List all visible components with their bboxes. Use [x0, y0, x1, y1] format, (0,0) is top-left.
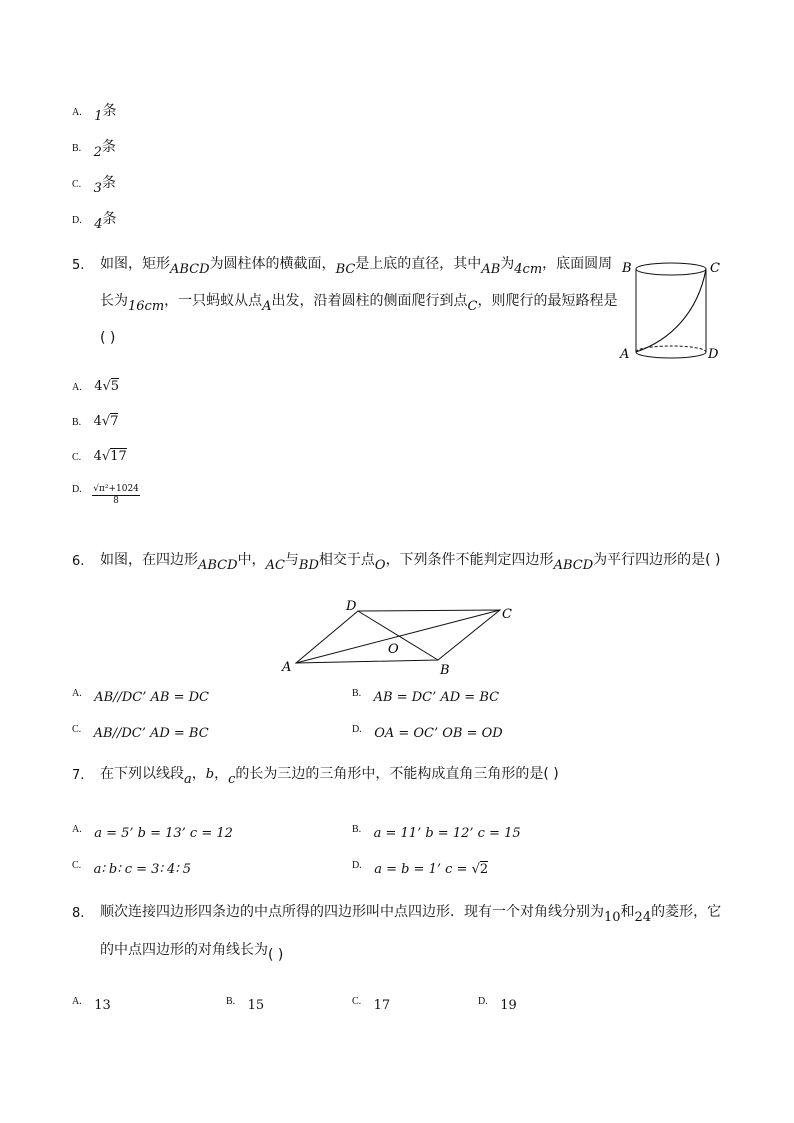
option-coefficient: 4 [94, 379, 103, 394]
math-var: b [205, 767, 215, 782]
stem-text: 如图，在四边形 [100, 552, 198, 568]
math-var: a [184, 772, 192, 787]
q6-option-b[interactable] [352, 684, 500, 705]
option-value: 17 [373, 998, 391, 1013]
option-value: 19 [500, 998, 517, 1013]
q5-option-d[interactable] [72, 484, 140, 507]
option-label: B. [352, 824, 362, 835]
option-label: B. [72, 143, 82, 154]
q5-option-a[interactable]: A. 4√5 [72, 379, 120, 394]
stem-text: ，底面圆周 [542, 256, 613, 272]
option-number: 4 [94, 217, 103, 232]
math-var: ABCD [553, 558, 594, 573]
stem-text: 顺次连接四边形四条边的中点所得的四边形叫中点四边形．现有一个对角线分别为 [100, 904, 604, 920]
question-stem-line-1 [100, 902, 721, 923]
label-d: D [346, 599, 357, 614]
option-text: a = b = 1’ c = [374, 862, 472, 877]
label-d: D [708, 347, 719, 362]
option-label: B. [72, 417, 82, 428]
stem-text: 相交于点 [318, 552, 375, 568]
option-label: A. [72, 688, 82, 699]
option-unit: 条 [102, 211, 117, 227]
stem-text: 长为 [100, 293, 128, 309]
label-a: A [620, 347, 630, 362]
bottom-back-arc [636, 346, 706, 352]
q4-option-b[interactable] [72, 136, 116, 160]
option-label: D. [352, 724, 362, 735]
fraction-denominator: 8 [113, 496, 119, 506]
q8-option-d[interactable] [478, 992, 517, 1013]
answer-paren: ( ) [268, 947, 284, 963]
option-label: D. [478, 996, 488, 1007]
q4-option-d[interactable] [72, 208, 117, 232]
q7-option-a[interactable] [72, 820, 233, 841]
question-number: 5. [72, 258, 85, 273]
cylinder-figure [616, 252, 726, 368]
math-var: BD [298, 558, 319, 573]
option-label: B. [226, 996, 236, 1007]
q5-option-b[interactable]: B. 4√7 [72, 414, 119, 429]
math-number: 10 [604, 910, 621, 925]
stem-text: ， [191, 766, 206, 782]
option-fraction [92, 484, 140, 507]
option-label: C. [352, 996, 362, 1007]
math-var: BC [335, 262, 356, 277]
stem-text: 中， [237, 552, 266, 568]
option-value: 15 [247, 998, 265, 1013]
option-coefficient: 4 [93, 414, 102, 429]
option-number: 3 [93, 181, 102, 196]
question-stem-line-2 [100, 291, 618, 312]
math-var: C [467, 299, 478, 314]
stem-text: 在下列以线段 [100, 766, 184, 782]
q8-option-a[interactable] [72, 992, 111, 1013]
question-stem [100, 764, 559, 785]
math-var: AB [481, 262, 501, 277]
q6-option-d[interactable] [352, 720, 503, 741]
option-radicand: 17 [110, 449, 127, 464]
stem-text: 和 [620, 904, 635, 920]
math-var: O [374, 558, 386, 573]
option-label: C. [72, 179, 82, 190]
stem-text: ， [214, 766, 229, 782]
option-label: C. [72, 724, 82, 735]
option-radicand: 5 [110, 379, 120, 394]
math-var: ABCD [198, 558, 238, 573]
q4-option-c[interactable] [72, 172, 116, 196]
option-label: A. [72, 107, 82, 118]
q8-option-b[interactable] [226, 992, 265, 1013]
label-b: B [440, 663, 450, 676]
stem-text: ，下列条件不能判定四边形 [385, 552, 554, 568]
stem-text: 的中点四边形的对角线长为 [100, 942, 268, 958]
q6-option-a[interactable] [72, 684, 209, 705]
label-c: C [710, 261, 720, 276]
option-label: B. [352, 688, 362, 699]
quadrilateral-figure [278, 596, 518, 676]
fraction-numerator: √π²+1024 [93, 484, 139, 494]
stem-text: 与 [284, 552, 299, 568]
option-text: OA = OC’ OB = OD [374, 726, 503, 741]
option-unit: 条 [101, 175, 116, 191]
top-ellipse [636, 263, 706, 275]
option-label: C. [72, 452, 82, 463]
stem-text: 如图，矩形 [100, 256, 170, 272]
option-value: 13 [94, 998, 111, 1013]
option-unit: 条 [101, 139, 116, 155]
math-var: AC [265, 558, 285, 573]
stem-text: 的长为三边的三角形中，不能构成直角三角形的是 [235, 766, 544, 782]
answer-paren: ( ) [705, 552, 721, 568]
option-label: A. [72, 824, 82, 835]
stem-text: ，则爬行的最短路程是 [477, 293, 618, 309]
q8-option-c[interactable] [352, 992, 391, 1013]
option-coefficient: 4 [93, 449, 102, 464]
stem-text: 为平行四边形的是 [593, 552, 706, 568]
question-stem-line-2 [100, 940, 284, 963]
bottom-front-arc [636, 352, 706, 358]
option-radicand: 7 [110, 414, 119, 429]
q5-option-c[interactable]: C. 4√17 [72, 449, 127, 464]
option-text: a = 5’ b = 13’ c = 12 [94, 826, 233, 841]
q6-option-c[interactable] [72, 720, 209, 741]
math-var: 4cm [514, 262, 543, 277]
label-a: A [282, 660, 292, 675]
option-label: D. [72, 484, 82, 495]
stem-text: 出发，沿着圆柱的侧面爬行到点 [271, 293, 468, 309]
stem-text: 是上底的直径，其中 [355, 256, 482, 272]
option-number: 1 [94, 109, 103, 124]
label-b: B [622, 261, 632, 276]
stem-text: ，一只蚂蚁从点 [164, 293, 263, 309]
stem-text: 的菱形，它 [651, 904, 722, 920]
question-number: 6. [72, 554, 85, 569]
math-var: c [228, 772, 236, 787]
math-number: 24 [634, 910, 652, 925]
option-text: AB = DC’ AD = BC [373, 690, 500, 705]
option-label: A. [72, 996, 82, 1007]
math-var: 16cm [128, 299, 165, 314]
label-o: O [388, 642, 399, 657]
option-label: C. [72, 860, 82, 871]
q7-option-d[interactable]: D. a = b = 1’ c = √2 [352, 860, 489, 877]
answer-paren: ( ) [543, 766, 559, 782]
question-stem [100, 550, 721, 571]
stem-text: 为圆柱体的横截面， [209, 256, 336, 272]
q7-option-b[interactable] [352, 820, 521, 841]
label-c: C [502, 607, 512, 622]
option-unit: 条 [102, 103, 117, 119]
option-number: 2 [93, 145, 102, 160]
option-label: D. [352, 860, 362, 871]
option-label: D. [72, 215, 82, 226]
question-stem-line-1 [100, 254, 612, 275]
q7-option-c[interactable] [72, 856, 192, 877]
option-text: a = 11’ b = 12’ c = 15 [373, 826, 521, 841]
option-label: A. [72, 382, 82, 393]
option-text: AB//DC’ AB = DC [94, 690, 209, 705]
question-number: 7. [72, 768, 85, 783]
ant-path [636, 269, 706, 352]
q4-option-a[interactable] [72, 100, 117, 124]
stem-text: 为 [500, 256, 515, 272]
question-number: 8. [72, 906, 85, 921]
answer-paren: ( ) [100, 330, 116, 346]
option-text: AB//DC’ AD = BC [93, 726, 209, 741]
math-var: A [262, 299, 272, 314]
option-radicand: 2 [479, 862, 489, 877]
option-text: a∶ b∶ c = 3∶ 4∶ 5 [93, 862, 192, 877]
math-var: ABCD [170, 262, 210, 277]
